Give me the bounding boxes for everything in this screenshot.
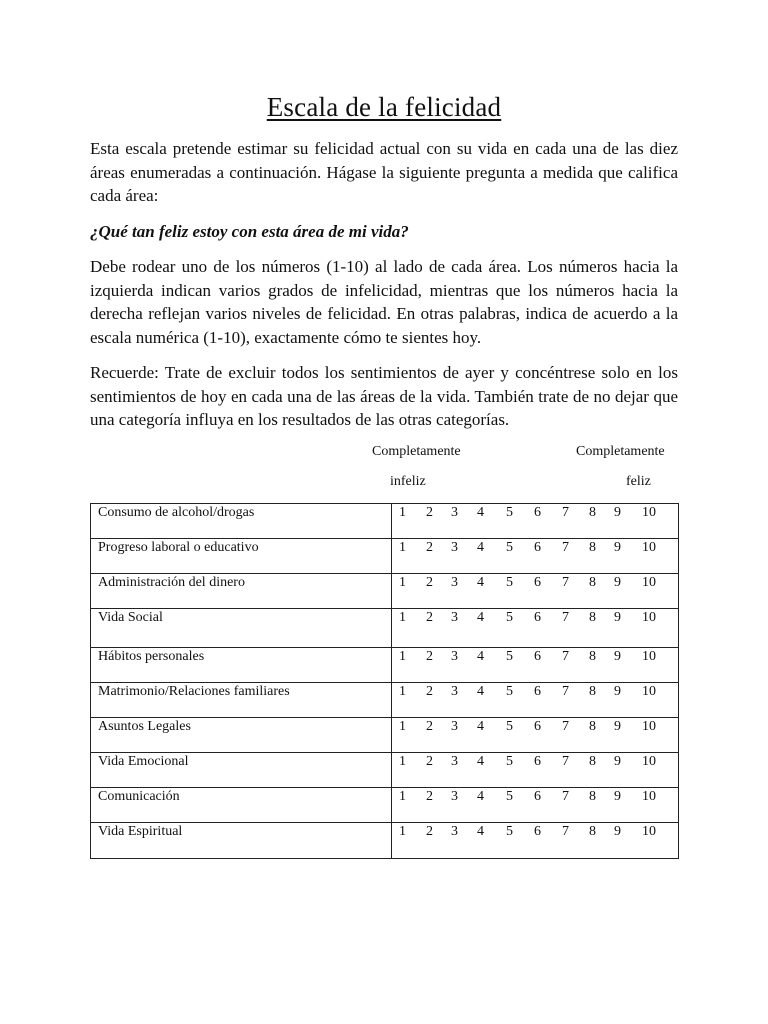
- scale-label-happy: feliz: [626, 474, 651, 489]
- rating-option-2[interactable]: 2: [426, 505, 433, 520]
- area-label: Vida Emocional: [91, 753, 392, 788]
- rating-option-10[interactable]: 10: [642, 505, 656, 520]
- rating-option-4[interactable]: 4: [477, 649, 484, 664]
- scale-label-unhappy: infeliz: [390, 474, 426, 489]
- rating-option-9[interactable]: 9: [614, 754, 621, 769]
- rating-cell: [392, 609, 679, 648]
- rating-option-10[interactable]: 10: [642, 824, 656, 839]
- rating-option-5[interactable]: 5: [506, 719, 513, 734]
- area-label: Comunicación: [91, 788, 392, 823]
- rating-option-1[interactable]: 1: [399, 754, 406, 769]
- rating-option-8[interactable]: 8: [589, 719, 596, 734]
- rating-option-2[interactable]: 2: [426, 610, 433, 625]
- rating-cell: [392, 788, 679, 823]
- rating-option-7[interactable]: 7: [562, 754, 569, 769]
- happiness-scale-table: [90, 503, 679, 859]
- rating-option-7[interactable]: 7: [562, 575, 569, 590]
- rating-option-1[interactable]: 1: [399, 649, 406, 664]
- rating-option-10[interactable]: 10: [642, 575, 656, 590]
- rating-option-2[interactable]: 2: [426, 754, 433, 769]
- rating-cell: [392, 718, 679, 753]
- rating-option-4[interactable]: 4: [477, 824, 484, 839]
- rating-option-7[interactable]: 7: [562, 649, 569, 664]
- rating-option-1[interactable]: 1: [399, 540, 406, 555]
- rating-cell: [392, 574, 679, 609]
- rating-option-8[interactable]: 8: [589, 754, 596, 769]
- rating-option-2[interactable]: 2: [426, 649, 433, 664]
- rating-option-4[interactable]: 4: [477, 540, 484, 555]
- rating-option-8[interactable]: 8: [589, 505, 596, 520]
- rating-option-4[interactable]: 4: [477, 505, 484, 520]
- table-row: [91, 539, 679, 574]
- rating-option-1[interactable]: 1: [399, 719, 406, 734]
- rating-option-8[interactable]: 8: [589, 610, 596, 625]
- rating-option-4[interactable]: 4: [477, 610, 484, 625]
- rating-cell: [392, 753, 679, 788]
- rating-cell: [392, 683, 679, 718]
- rating-option-5[interactable]: 5: [506, 610, 513, 625]
- rating-option-10[interactable]: 10: [642, 610, 656, 625]
- table-row: [91, 683, 679, 718]
- table-row: [91, 648, 679, 683]
- rating-option-2[interactable]: 2: [426, 575, 433, 590]
- rating-option-6[interactable]: 6: [534, 610, 541, 625]
- rating-option-4[interactable]: 4: [477, 719, 484, 734]
- rating-option-10[interactable]: 10: [642, 684, 656, 699]
- rating-option-9[interactable]: 9: [614, 540, 621, 555]
- table-row: [91, 609, 679, 648]
- rating-option-2[interactable]: 2: [426, 719, 433, 734]
- rating-option-3[interactable]: 3: [451, 789, 458, 804]
- rating-option-4[interactable]: 4: [477, 754, 484, 769]
- rating-option-1[interactable]: 1: [399, 789, 406, 804]
- rating-option-6[interactable]: 6: [534, 824, 541, 839]
- rating-option-5[interactable]: 5: [506, 824, 513, 839]
- rating-option-3[interactable]: 3: [451, 824, 458, 839]
- rating-option-2[interactable]: 2: [426, 789, 433, 804]
- rating-option-1[interactable]: 1: [399, 610, 406, 625]
- rating-option-9[interactable]: 9: [614, 719, 621, 734]
- scale-label-happy-top: Completamente: [576, 444, 665, 459]
- rating-option-6[interactable]: 6: [534, 505, 541, 520]
- rating-cell: [392, 823, 679, 859]
- rating-cell: [392, 539, 679, 574]
- rating-option-3[interactable]: 3: [451, 610, 458, 625]
- rating-option-7[interactable]: 7: [562, 789, 569, 804]
- area-label: Matrimonio/Relaciones familiares: [91, 683, 392, 718]
- rating-option-9[interactable]: 9: [614, 505, 621, 520]
- intro-paragraph: Esta escala pretende estimar su felicidad actual con su vida en cada una de las diez áreas enumeradas a continuación. Hágase la siguiente pregunta a medida que califica cada área:: [90, 139, 678, 205]
- area-label: Progreso laboral o educativo: [91, 539, 392, 574]
- rating-option-8[interactable]: 8: [589, 575, 596, 590]
- rating-option-6[interactable]: 6: [534, 575, 541, 590]
- table-row: [91, 788, 679, 823]
- rating-option-2[interactable]: 2: [426, 824, 433, 839]
- rating-option-5[interactable]: 5: [506, 789, 513, 804]
- instructions-paragraph: Debe rodear uno de los números (1-10) al lado de cada área. Los números hacia la izquierda indican varios grados de infelicidad, mientras que los números hacia la derecha reflejan varios niveles de felicidad. En otras palabras, indica de acuerdo a la escala numérica (1-10), exactamente cómo te sientes hoy.: [90, 257, 678, 347]
- rating-option-7[interactable]: 7: [562, 719, 569, 734]
- page-title: Escala de la felicidad: [266, 92, 502, 122]
- rating-option-9[interactable]: 9: [614, 649, 621, 664]
- rating-option-9[interactable]: 9: [614, 610, 621, 625]
- area-label: Vida Social: [91, 609, 392, 648]
- rating-option-4[interactable]: 4: [477, 684, 484, 699]
- rating-option-5[interactable]: 5: [506, 505, 513, 520]
- rating-option-6[interactable]: 6: [534, 789, 541, 804]
- rating-option-3[interactable]: 3: [451, 649, 458, 664]
- rating-option-9[interactable]: 9: [614, 789, 621, 804]
- rating-option-3[interactable]: 3: [451, 505, 458, 520]
- rating-option-6[interactable]: 6: [534, 540, 541, 555]
- area-label: Administración del dinero: [91, 574, 392, 609]
- table-row: [91, 823, 679, 859]
- rating-option-3[interactable]: 3: [451, 684, 458, 699]
- rating-option-7[interactable]: 7: [562, 505, 569, 520]
- rating-option-4[interactable]: 4: [477, 575, 484, 590]
- table-row: [91, 718, 679, 753]
- rating-option-3[interactable]: 3: [451, 575, 458, 590]
- rating-option-8[interactable]: 8: [589, 824, 596, 839]
- area-label: Asuntos Legales: [91, 718, 392, 753]
- rating-option-1[interactable]: 1: [399, 505, 406, 520]
- rating-option-6[interactable]: 6: [534, 684, 541, 699]
- rating-option-6[interactable]: 6: [534, 754, 541, 769]
- rating-option-10[interactable]: 10: [642, 754, 656, 769]
- rating-option-10[interactable]: 10: [642, 540, 656, 555]
- rating-option-8[interactable]: 8: [589, 649, 596, 664]
- rating-option-8[interactable]: 8: [589, 684, 596, 699]
- question-text: ¿Qué tan feliz estoy con esta área de mi vida?: [90, 222, 409, 241]
- table-row: [91, 504, 679, 539]
- rating-option-8[interactable]: 8: [589, 540, 596, 555]
- rating-option-5[interactable]: 5: [506, 649, 513, 664]
- rating-option-1[interactable]: 1: [399, 824, 406, 839]
- rating-option-2[interactable]: 2: [426, 684, 433, 699]
- rating-option-9[interactable]: 9: [614, 684, 621, 699]
- rating-option-5[interactable]: 5: [506, 575, 513, 590]
- rating-option-7[interactable]: 7: [562, 684, 569, 699]
- table-row: [91, 753, 679, 788]
- rating-option-3[interactable]: 3: [451, 719, 458, 734]
- rating-option-1[interactable]: 1: [399, 684, 406, 699]
- rating-option-5[interactable]: 5: [506, 540, 513, 555]
- rating-option-2[interactable]: 2: [426, 540, 433, 555]
- rating-option-7[interactable]: 7: [562, 610, 569, 625]
- area-label: Vida Espiritual: [91, 823, 392, 859]
- area-label: Hábitos personales: [91, 648, 392, 683]
- scale-label-unhappy-top: Completamente: [372, 444, 461, 459]
- area-label: Consumo de alcohol/drogas: [91, 504, 392, 539]
- table-row: [91, 574, 679, 609]
- rating-option-1[interactable]: 1: [399, 575, 406, 590]
- rating-cell: [392, 648, 679, 683]
- reminder-paragraph: Recuerde: Trate de excluir todos los sentimientos de ayer y concéntrese solo en los sentimientos de hoy en cada una de las áreas de la vida. También trate de no dejar que una categoría influya en los resultados de las otras categorías.: [90, 363, 678, 429]
- rating-option-5[interactable]: 5: [506, 684, 513, 699]
- rating-option-9[interactable]: 9: [614, 824, 621, 839]
- rating-option-4[interactable]: 4: [477, 789, 484, 804]
- rating-option-9[interactable]: 9: [614, 575, 621, 590]
- rating-cell: [392, 504, 679, 539]
- rating-option-6[interactable]: 6: [534, 649, 541, 664]
- rating-option-10[interactable]: 10: [642, 719, 656, 734]
- rating-option-7[interactable]: 7: [562, 540, 569, 555]
- rating-option-7[interactable]: 7: [562, 824, 569, 839]
- rating-option-3[interactable]: 3: [451, 754, 458, 769]
- rating-option-5[interactable]: 5: [506, 754, 513, 769]
- rating-option-10[interactable]: 10: [642, 649, 656, 664]
- rating-option-10[interactable]: 10: [642, 789, 656, 804]
- rating-option-6[interactable]: 6: [534, 719, 541, 734]
- rating-option-3[interactable]: 3: [451, 540, 458, 555]
- rating-option-8[interactable]: 8: [589, 789, 596, 804]
